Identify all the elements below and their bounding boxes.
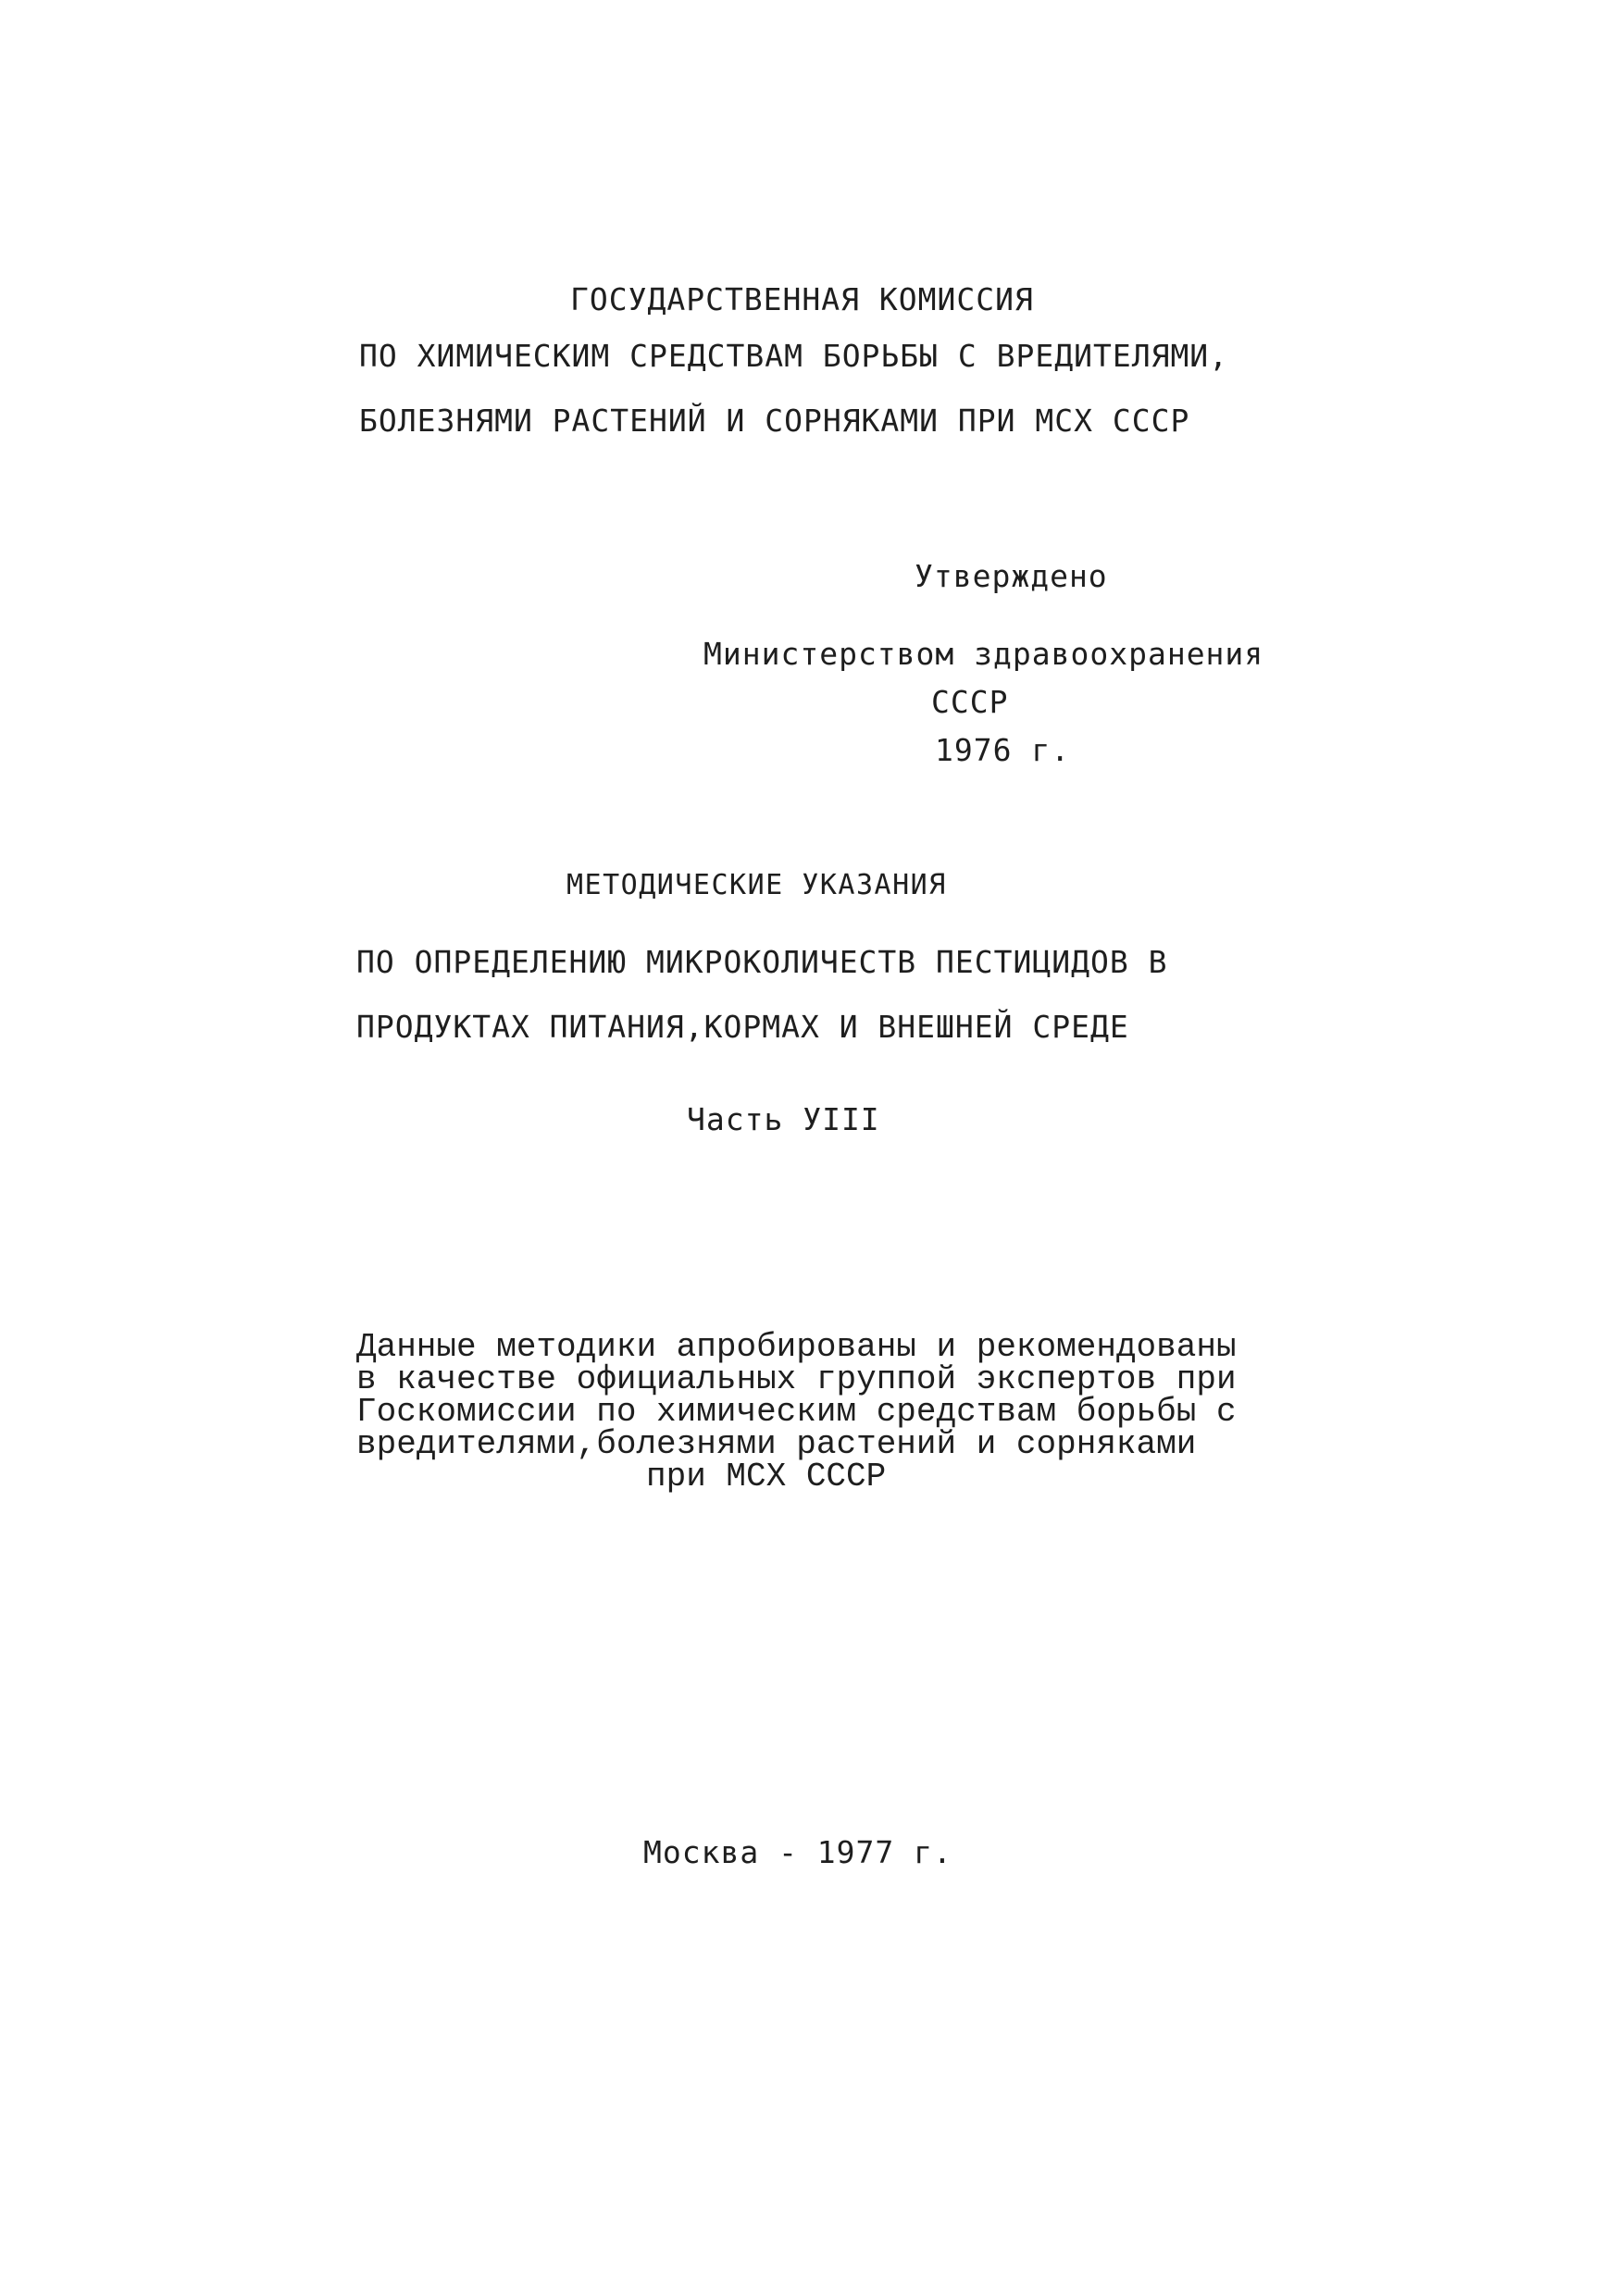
document-title-line2: ПРОДУКТАХ ПИТАНИЯ,КОРМАХ И ВНЕШНЕЙ СРЕДЕ [356, 1009, 1129, 1045]
approval-year: 1976 г. [935, 732, 1071, 768]
commission-name: ГОСУДАРСТВЕННАЯ КОМИССИЯ [570, 281, 1034, 317]
note-line5: при МСХ СССР [646, 1458, 887, 1496]
note-line4: вредителями,болезнями растений и сорняками [356, 1425, 1197, 1463]
commission-scope-line2: БОЛЕЗНЯМИ РАСТЕНИЙ И СОРНЯКАМИ ПРИ МСХ СССР [359, 403, 1190, 439]
approval-country: СССР [931, 684, 1009, 720]
document-title-line1: ПО ОПРЕДЕЛЕНИЮ МИКРОКОЛИЧЕСТВ ПЕСТИЦИДОВ В [356, 944, 1168, 980]
note-line1: Данные методики апробированы и рекомендованы [356, 1328, 1237, 1366]
document-part: Часть УIII [687, 1101, 880, 1137]
note-line2: в качестве официальных группой экспертов при [356, 1360, 1237, 1398]
approval-label: Утверждено [915, 558, 1108, 594]
approval-authority: Министерством здравоохранения [703, 636, 1264, 672]
document-kind: МЕТОДИЧЕСКИЕ УКАЗАНИЯ [566, 869, 947, 901]
imprint-place-year: Москва - 1977 г. [643, 1834, 952, 1870]
note-line3: Госкомиссии по химическим средствам борьбы с [356, 1393, 1237, 1431]
commission-scope-line1: ПО ХИМИЧЕСКИМ СРЕДСТВАМ БОРЬБЫ С ВРЕДИТЕЛЯМИ, [359, 338, 1229, 374]
